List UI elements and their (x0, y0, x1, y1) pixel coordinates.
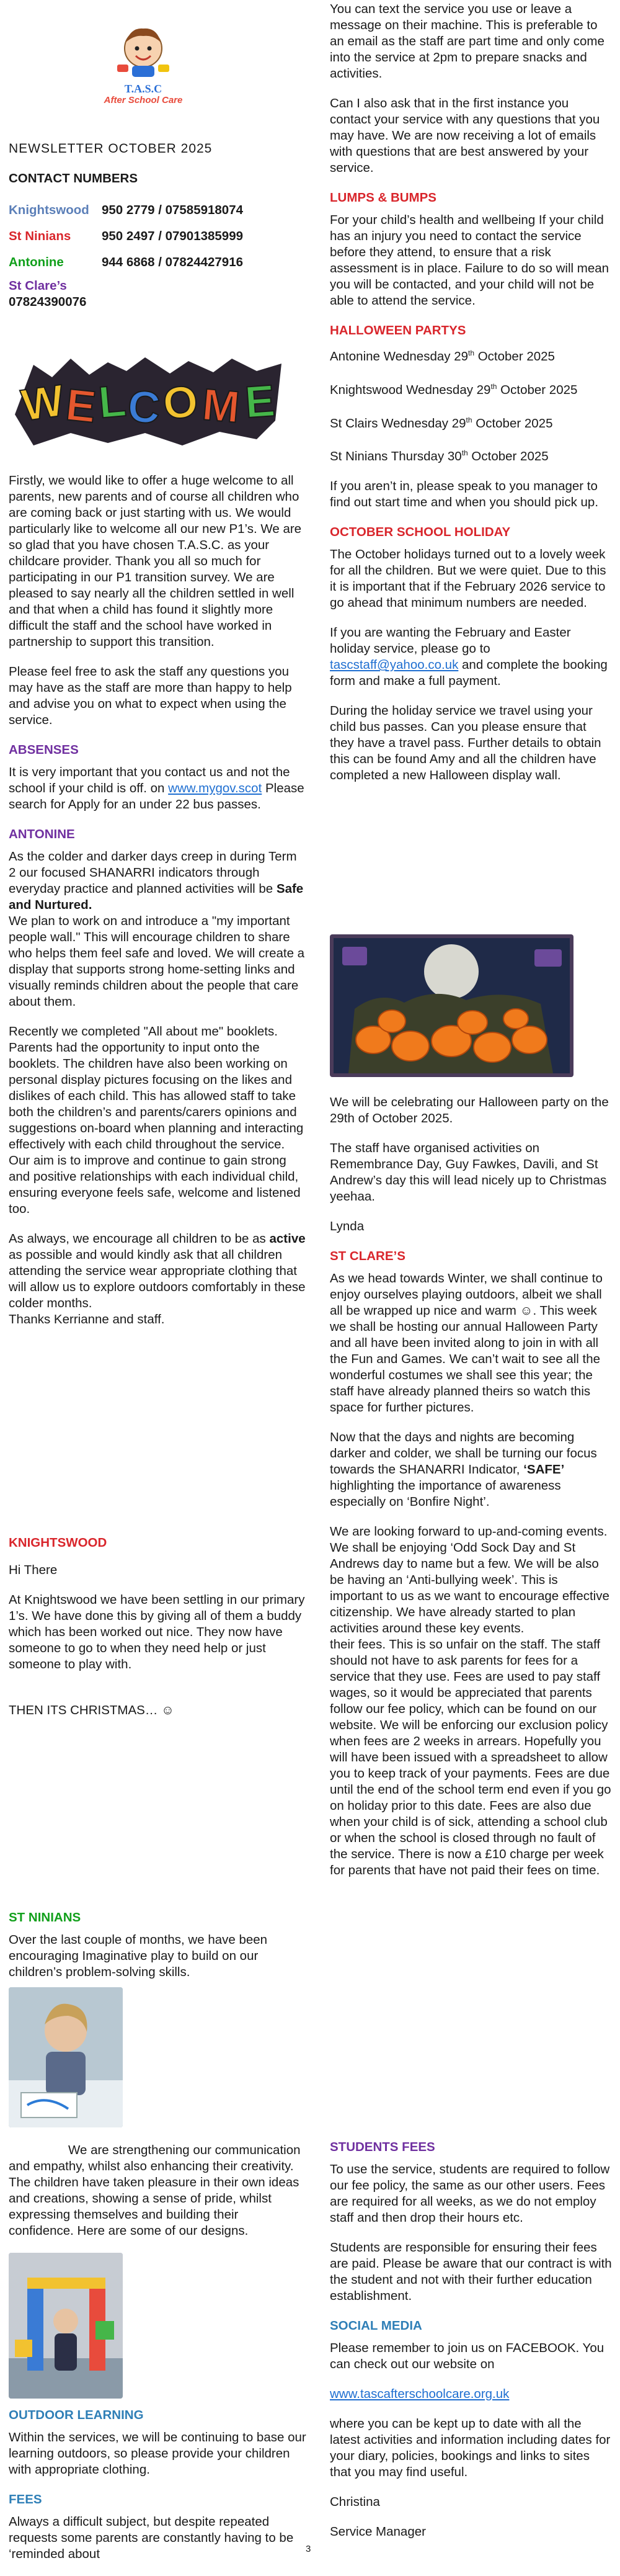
social-media-heading: SOCIAL MEDIA (330, 2319, 422, 2333)
intro-paragraph-2: Please feel free to ask the staff any questions you may have as the staff are more than happy to help and advise you on what to expect when using the service. (9, 664, 292, 727)
antonine-paragraph-2: Recently we completed "All about me" booklets. Parents had the opportunity to input onto the booklets. The children have also been working on personal display pictures focusing on the likes and dislikes of each child. This has allowed staff to take both the children’s and parents/carers opinions and suggestions on-board when planning and interacting effectively with each child throughout the service. Our aim is to improve and continue to gain strong and positive relationships with each individual child, ensuring everyone feels safe, welcome and listened too. (9, 1024, 304, 1216)
student-fees-section (330, 2139, 612, 2554)
halloween-display-photo (330, 934, 574, 1077)
holiday-paragraph-1: The October holidays turned out to a lovely week for all the children. But we were quiet. Due to this it is important that if the February 2026 service to go ahead that minimum numbers are needed. (330, 547, 606, 610)
child-drawing-photo (9, 1987, 123, 2127)
party-st-ninians (330, 445, 612, 465)
antonine-paragraph-1 (9, 849, 306, 1010)
svg-text:E: E (243, 376, 277, 428)
st-clares-text-2c: highlighting the importance of awareness especially on ‘Bonfire Night’. (330, 1478, 561, 1509)
contact-number: 944 6868 / 07824427916 (102, 255, 244, 269)
st-ninians-section (9, 1910, 306, 1994)
party-rest: October 2025 (467, 449, 549, 464)
party-rest: October 2025 (472, 416, 553, 431)
antonine-text-1b: Safe and Nurtured. (9, 882, 304, 912)
fees-continued-paragraph: their fees. This is so unfair on the staff. The staff should not have to ask parents for fees for a service that they use. Fees are used to pay staff wages, so it would be appreciated that parents follow our fee policy, which can be found on our website. We will be enforcing our exclusion policy when fees are 2 weeks in arrears. Hopefully you will have been issued with a spreadsheet to allow you to keep track of your payments. Fees are due until the end of the school term end even if you go on holiday prior to this date. Fees are also due when your child is of sick, attending a school club or when the school is closed through no fault of the service. There is now a £10 charge per week for parents that have not paid their fees on time. (330, 1637, 611, 1877)
party-text: Knightswood Wednesday 29 (330, 382, 491, 397)
outdoor-learning-section (9, 2407, 306, 2576)
contact-row-knightswood (9, 197, 306, 223)
halloween-note: If you aren’t in, please speak to you manager to find out start time and when you should pick up. (330, 479, 599, 510)
absenses-paragraph (9, 764, 306, 813)
social-media-link-line (330, 2386, 612, 2402)
party-paragraph-1: We will be celebrating our Halloween party on the 29th of October 2025. (330, 1095, 609, 1125)
newsletter-title: NEWSLETTER OCTOBER 2025 (9, 141, 213, 156)
fees-heading: FEES (9, 2492, 42, 2507)
page-number: 3 (306, 2544, 311, 2554)
contact-row-st-ninians (9, 223, 306, 249)
knightswood-section (9, 1535, 306, 1732)
outdoor-learning-heading: OUTDOOR LEARNING (9, 2408, 144, 2422)
social-media-paragraph-1: Please remember to join us on FACEBOOK. You can check out our website on (330, 2341, 604, 2371)
contact-list (9, 197, 306, 310)
holiday-paragraph-3: During the holiday service we travel using your child bus passes. Can you please ensure that they have a travel pass. Further details to obtain this can be found Amy and all the children have completed a new Halloween display wall. (330, 704, 601, 783)
logo-title: T.A.S.C (124, 83, 162, 95)
welcome-banner (9, 352, 288, 452)
holiday-paragraph-2 (330, 625, 612, 689)
fees-paragraph: Always a difficult subject, but despite repeated requests some parents are constantly having to be ‘reminded about (9, 2515, 294, 2561)
student-fees-paragraph-1: To use the service, students are required to follow our fee policy, the same as our other users. Fees are required for all weeks, as we do not employ staff and then drop their hours etc. (330, 2162, 610, 2225)
contact-number: 950 2779 / 07585918074 (102, 203, 244, 217)
knightswood-greeting: Hi There (9, 1563, 58, 1577)
outdoor-learning-paragraph: Within the services, we will be continuing to base our learning outdoors, so please provide your children with appropriate clothing. (9, 2430, 306, 2477)
student-fees-heading: STUDENTS FEES (330, 2140, 435, 2154)
contact-name: Knightswood (9, 203, 89, 217)
svg-text:W: W (18, 375, 68, 431)
party-paragraph-2: The staff have organised activities on Remembrance Day, Guy Fawkes, Davili, and St Andrew’s day this will lead nicely up to Christmas yeehaa. (330, 1141, 607, 1204)
lumps-bumps-heading: LUMPS & BUMPS (330, 190, 436, 205)
knightswood-paragraph: At Knightswood we have been settling in our primary 1’s. We have done this by giving all of them a buddy which has been worked out nice. They now have someone to go to when they need help or just someone to play with. (9, 1593, 305, 1671)
party-sup: th (490, 382, 497, 391)
photo-halloween-display (330, 934, 574, 1077)
party-rest: October 2025 (497, 382, 578, 397)
contact-name-st-clares: St Clare’s (9, 279, 67, 293)
antonine-paragraph-3 (9, 1231, 306, 1328)
mygov-link[interactable]: www.mygov.scot (168, 781, 262, 795)
antonine-heading: ANTONINE (9, 827, 75, 841)
intro-paragraph-1: Firstly, we would like to offer a huge welcome to all parents, new parents and of course all children who are coming back or just starting with us. We would particularly like to welcome all our new P1’s. We are so glad that you have chosen T.A.S.C. as your childcare provider. Thank you all so much for participating in our P1 transition survey. We are pleased to say nearly all the children settled in well and that when a child has found it slightly more difficult the staff and the school have worked in partnership to support this transition. (9, 473, 302, 649)
halloween-parties-heading: HALLOWEEN PARTYS (330, 323, 466, 338)
svg-text:L: L (96, 376, 128, 428)
st-ninians-paragraph-1: Over the last couple of months, we have been encouraging Imaginative play to build on our children’s problem-solving skills. (9, 1933, 268, 1979)
party-section (330, 1094, 612, 1892)
child-building-photo (9, 2253, 123, 2399)
party-signoff: Lynda (330, 1219, 365, 1233)
antonine-signoff: Thanks Kerrianne and staff. (9, 1312, 165, 1326)
contact-number: 950 2497 / 07901385999 (102, 229, 244, 243)
antonine-text-1c: We plan to work on and introduce a "my important people wall." This will encourage children to share who helps them feel safe and loved. We will create a display that supports strong home-setting links and visually reminds children about the people that care about them. (9, 914, 305, 1009)
antonine-text-3b: active (269, 1232, 306, 1246)
student-fees-paragraph-2: Students are responsible for ensuring their fees are paid. Please be aware that our contract is with the student and not with their further education establishment. (330, 2240, 612, 2303)
party-knightswood (330, 378, 612, 398)
st-clares-text-2b: ‘SAFE’ (523, 1462, 565, 1477)
holiday-text-pre: If you are wanting the February and Easter holiday service, please go to (330, 625, 571, 656)
antonine-text-1a: As the colder and darker days creep in during Term 2 our focused SHANARRI indicators through everyday practice and planned activities will be (9, 849, 297, 896)
contact-service-paragraph-1: You can text the service you use or leave a message on their machine. This is preferable to an email as the staff are part time and only come into the service at 2pm to prepare snacks and activities. (330, 2, 604, 81)
contact-name: Antonine (9, 255, 64, 269)
party-text: St Ninians Thursday 30 (330, 449, 462, 464)
contact-number-st-clares: 07824390076 (9, 295, 87, 309)
st-clares-heading: ST CLARE’S (330, 1249, 405, 1263)
st-clares-paragraph-3: We are looking forward to up-and-coming events. We shall be enjoying ‘Odd Sock Day and St Andrews day to name but a few. We will be also be having an ‘Anti-bullying week’. This is important to us as we want to encourage effective citizenship. We have already started to plan activities around these key events. (330, 1524, 609, 1635)
st-clares-text-2a: Now that the days and nights are becoming darker and colder, we shall be turning our focus towards the SHANARRI Indicator, (330, 1430, 597, 1477)
party-text: St Clairs Wednesday 29 (330, 416, 466, 431)
st-clares-paragraph-2 (330, 1429, 612, 1510)
signature-title: Service Manager (330, 2525, 426, 2539)
contact-heading: CONTACT NUMBERS (9, 171, 138, 186)
welcome-banner-graphic (9, 352, 288, 452)
party-sup: th (468, 349, 475, 357)
absenses-text-pre: It is very important that you contact us and not the school if your child is off. on (9, 765, 290, 795)
signature-name: Christina (330, 2495, 380, 2509)
party-antonine (330, 345, 612, 365)
photo-child-building (9, 2253, 123, 2399)
antonine-text-3c: as possible and would kindly ask that all children attending the service wear appropriate clothing that will allow us to explore outdoors comfortably in these colder months. (9, 1248, 306, 1310)
st-ninians-paragraph-2: We are strengthening our communication and empathy, whilst also enhancing their creativity. The children have taken pleasure in their own ideas and creations, showing a sense of pride, whilst expressing themselves and building their confidence. Here are some of our designs. (9, 2143, 301, 2238)
lumps-bumps-paragraph: For your child’s health and wellbeing If your child has an injury you need to contact the service before they attend, to ensure that a risk assessment is in place. Failure to do so will mean you will be contacted, and your child will not be able to attend the service. (330, 213, 609, 308)
antonine-text-3a: As always, we encourage all children to be as (9, 1232, 266, 1246)
svg-text:M: M (200, 380, 242, 433)
knightswood-christmas: THEN ITS CHRISTMAS… ☺ (9, 1703, 174, 1717)
party-sup: th (461, 449, 468, 458)
svg-text:E: E (63, 380, 99, 432)
svg-text:O: O (161, 376, 201, 429)
tasc-staff-email-link[interactable]: tascstaff@yahoo.co.uk (330, 658, 459, 673)
child-mascot-icon (81, 22, 205, 78)
knightswood-heading: KNIGHTSWOOD (9, 1536, 107, 1550)
photo-child-drawing (9, 1987, 123, 2127)
party-rest: October 2025 (474, 349, 555, 364)
tasc-logo (81, 22, 205, 106)
intro-section (9, 473, 306, 1341)
logo-subtitle: After School Care (104, 95, 183, 105)
st-ninians-heading: ST NINIANS (9, 1910, 81, 1925)
party-text: Antonine Wednesday 29 (330, 349, 469, 364)
absenses-heading: ABSENSES (9, 743, 79, 757)
st-clares-paragraph-1: As we head towards Winter, we shall continue to enjoy ourselves playing outdoors, albeit we shall all be wrapped up nice and warm ☺. This week we shall be hosting our annual Halloween Party and all have been invited along to join in with all the Fun and Games. We can’t wait to see all the wonderful costumes we shall see this year; the staff have already planned theirs so watch this space for further pictures. (330, 1271, 603, 1415)
october-holiday-heading: OCTOBER SCHOOL HOLIDAY (330, 525, 511, 540)
absenses-text-post: Please search for Apply for an under 22 bus passes. (9, 781, 304, 812)
contact-name: St Ninians (9, 229, 71, 243)
social-media-paragraph-2: where you can be kept up to date with all the latest activities and information including dates for your diary, policies, bookings and links to sites that you may find useful. (330, 2417, 611, 2479)
svg-text:C: C (126, 381, 162, 434)
right-top-section (330, 1, 612, 797)
website-link[interactable]: www.tascafterschoolcare.org.uk (330, 2387, 510, 2401)
party-sup: th (466, 415, 472, 424)
contact-service-paragraph-2: Can I also ask that in the first instance you contact your service with any questions that you may have. We are now receiving a lot of emails with questions that are best answered by your service. (330, 96, 600, 175)
holiday-text-post: and complete the booking form and make a full payment. (330, 658, 608, 689)
contact-row-antonine (9, 249, 306, 275)
party-st-clairs (330, 412, 612, 432)
